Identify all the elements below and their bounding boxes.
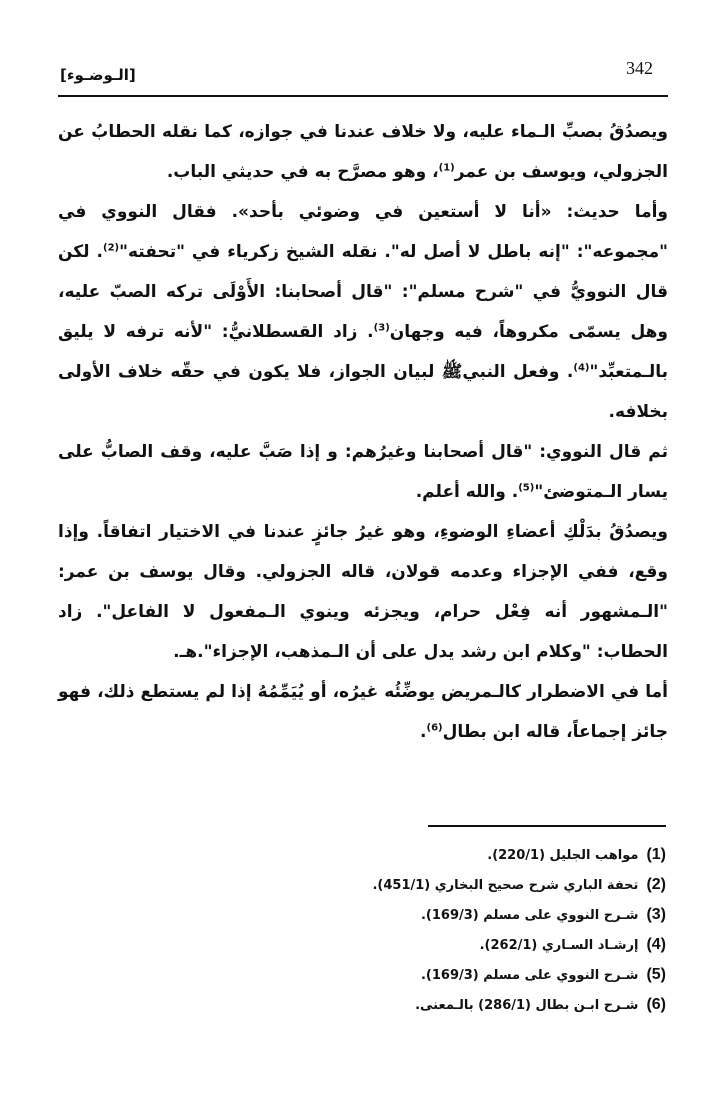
footnote-ref: (2) (103, 242, 120, 254)
footnote-number: (6) (646, 996, 666, 1013)
footnote-item (200, 962, 666, 992)
footnote-item (200, 902, 666, 932)
paragraph-3 (58, 432, 668, 512)
main-text (58, 112, 668, 752)
text-segment: أما في الاضطرار كالـمريض يوضِّئُه غيرُه، أو يُيَمِّمُهُ إذا لم يستطع ذلك، فهو جائز إجماعاً، قاله ابن بطال (58, 682, 668, 742)
text-segment: . والله أعلم. (415, 482, 519, 502)
footnote-text: شـرح ابـن بطال (286/1) بالـمعنى. (415, 998, 639, 1013)
text-segment: . لكن قال النوويُّ في "شرح مسلم": "قال أصحابنا: الأَوْلَى تركه الصبّ عليه، وهل يسمّى مكروهاً، فيه وجهان (58, 242, 668, 342)
text-segment: ويصدُقُ بدَلْكِ أعضاءِ الوضوءِ، وهو غيرُ جائزٍ عندنا في الاختيار اتفاقاً. وإذا وقع، ففي الإجزاء وعدمه قولان، قاله الجزولي. وقال يوسف بن عمر: "الـمشهور أنه فِعْل حرام، ويجزئه وينوي الـمفعول لا الفاعل". زاد الحطاب: "وكلام ابن رشد يدل على أن الـمذهب، الإجزاء".هـ. (58, 522, 668, 662)
footnote-ref: (5) (518, 482, 535, 494)
footnote-ref: (4) (573, 362, 590, 374)
header-divider (58, 95, 668, 97)
footnote-number: (5) (646, 966, 666, 983)
text-segment: . زاد القسطلانيُّ: "لأنه ترفه لا يليق بالـمتعبِّد" (58, 322, 668, 382)
footnote-ref: (3) (373, 322, 390, 334)
paragraph-5 (58, 672, 668, 752)
running-title: [الـوضـوء] (60, 66, 136, 84)
footnotes (200, 842, 666, 1022)
footnote-divider (428, 825, 666, 827)
footnote-number: (4) (646, 936, 666, 953)
footnote-text: شـرح النووي على مسلم (169/3). (420, 968, 639, 983)
footnote-ref: (6) (426, 722, 443, 734)
text-segment: ثم قال النووي: "قال أصحابنا وغيرُهم: و إذا صَبَّ عليه، وقف الصابُّ على يسار الـمتوضئ" (58, 442, 668, 502)
footnote-text: شـرح النووي على مسلم (169/3). (420, 908, 639, 923)
paragraph-2 (58, 192, 668, 432)
text-segment: وأما حديث: «أنا لا أستعين في وضوئي بأحد». فقال النووي في "مجموعه": "إنه باطل لا أصل له". نقله الشيخ زكرياء في "تحفته" (58, 202, 668, 262)
footnote-item (200, 842, 666, 872)
footnote-text: إرشـاد السـاري (262/1). (479, 938, 639, 953)
paragraph-1 (58, 112, 668, 192)
paragraph-4 (58, 512, 668, 672)
text-segment: . (420, 722, 427, 742)
text-segment: ويصدُقُ بصبِّ الـماء عليه، ولا خلاف عندنا في جوازه، كما نقله الحطابُ عن الجزولي، ويوسف بن عمر (58, 122, 668, 182)
footnote-ref: (1) (438, 162, 455, 174)
text-segment: . وفعل النبيﷺ لبيان الجواز، فلا يكون في حقّه خلاف الأولى بخلافه. (58, 362, 668, 422)
footnote-item (200, 992, 666, 1022)
footnote-item (200, 932, 666, 962)
page-number: 342 (626, 58, 653, 78)
footnote-text: مواهب الجليل (220/1). (487, 848, 639, 863)
footnote-number: (3) (646, 906, 666, 923)
footnote-number: (1) (646, 846, 666, 863)
footnote-number: (2) (646, 876, 666, 893)
footnote-item (200, 872, 666, 902)
footnote-text: تحفة الباري شرح صحيح البخاري (451/1). (372, 878, 639, 893)
text-segment: ، وهو مصرَّح به في حديثي الباب. (166, 162, 439, 182)
